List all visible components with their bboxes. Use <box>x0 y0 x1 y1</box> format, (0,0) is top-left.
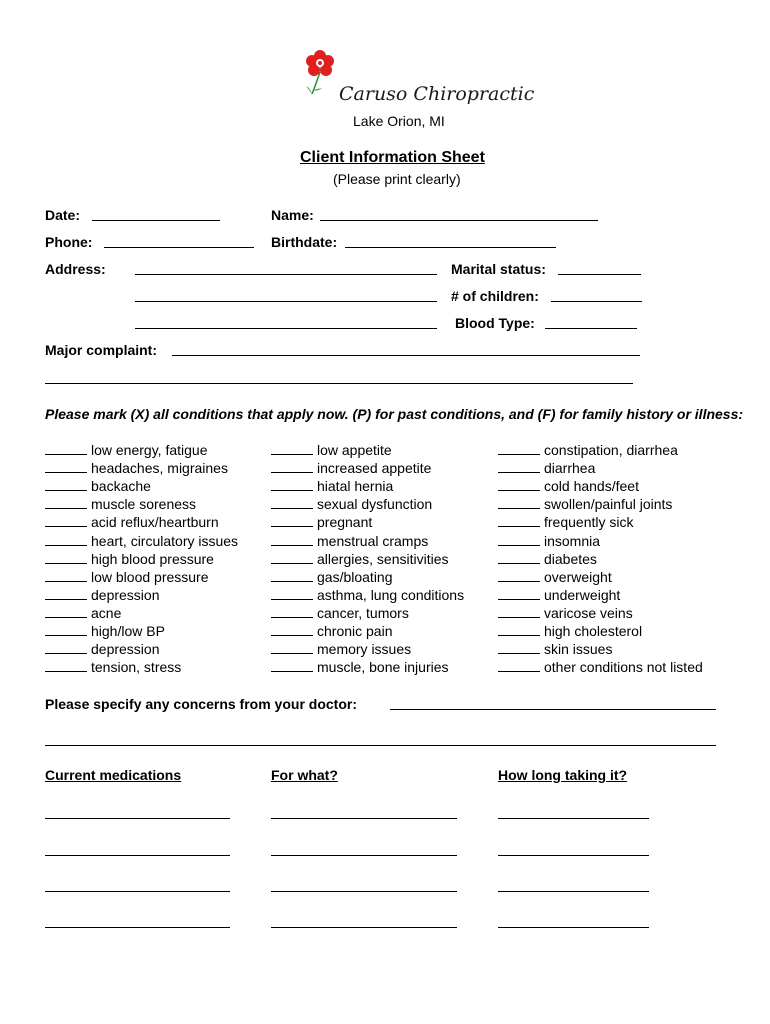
condition-label: cancer, tumors <box>317 604 409 621</box>
children-field[interactable] <box>551 301 642 302</box>
condition-item <box>45 605 121 621</box>
condition-item <box>271 442 392 458</box>
brand-name: Caruso Chiropractic <box>339 83 535 105</box>
for-what-field[interactable] <box>271 891 457 892</box>
name-label: Name: <box>271 207 314 223</box>
condition-label: sexual dysfunction <box>317 496 433 513</box>
condition-label: memory issues <box>317 641 412 658</box>
concerns-field-1[interactable] <box>390 709 716 710</box>
condition-mark-field[interactable] <box>271 460 313 473</box>
date-field[interactable] <box>92 220 220 221</box>
medication-field[interactable] <box>45 855 230 856</box>
for-what-field[interactable] <box>271 927 457 928</box>
how-long-field[interactable] <box>498 891 649 892</box>
condition-label: gas/bloating <box>317 568 393 585</box>
condition-label: other conditions not listed <box>544 659 703 676</box>
condition-mark-field[interactable] <box>498 641 540 654</box>
medication-field[interactable] <box>45 927 230 928</box>
condition-label: tension, stress <box>91 659 182 676</box>
for-what-field[interactable] <box>271 855 457 856</box>
condition-item <box>271 460 431 476</box>
condition-item <box>498 514 633 530</box>
condition-mark-field[interactable] <box>45 623 87 636</box>
condition-item <box>271 569 393 585</box>
condition-item <box>498 442 678 458</box>
address-field-1[interactable] <box>135 274 437 275</box>
condition-label: high/low BP <box>91 623 165 639</box>
blood-type-field[interactable] <box>545 328 637 329</box>
condition-item <box>271 605 409 621</box>
condition-mark-field[interactable] <box>271 478 313 491</box>
condition-item <box>271 587 464 603</box>
how-long-field[interactable] <box>498 818 649 819</box>
how-long-field[interactable] <box>498 855 649 856</box>
condition-mark-field[interactable] <box>271 641 313 654</box>
condition-item <box>271 514 372 530</box>
condition-label: muscle soreness <box>91 496 197 513</box>
condition-mark-field[interactable] <box>45 569 87 582</box>
condition-mark-field[interactable] <box>271 569 313 582</box>
for-what-header: For what? <box>271 767 338 783</box>
condition-label: pregnant <box>317 514 373 531</box>
condition-mark-field[interactable] <box>498 605 540 618</box>
marital-label: Marital status: <box>451 261 546 277</box>
page-subtitle: (Please print clearly) <box>333 171 461 187</box>
condition-mark-field[interactable] <box>271 514 313 527</box>
condition-mark-field[interactable] <box>498 514 540 527</box>
address-field-3[interactable] <box>135 328 437 329</box>
medication-field[interactable] <box>45 818 230 819</box>
phone-field[interactable] <box>104 247 254 248</box>
condition-item <box>498 551 597 567</box>
address-label: Address: <box>45 261 106 277</box>
condition-mark-field[interactable] <box>498 496 540 509</box>
children-label: # of children: <box>451 288 539 304</box>
condition-item <box>498 641 612 657</box>
condition-item <box>45 533 238 549</box>
medication-field[interactable] <box>45 891 230 892</box>
condition-item <box>45 569 209 585</box>
phone-label: Phone: <box>45 234 93 250</box>
condition-item <box>271 659 449 675</box>
condition-item <box>45 496 196 512</box>
how-long-header: How long taking it? <box>498 767 628 783</box>
birthdate-label: Birthdate: <box>271 234 338 250</box>
condition-item <box>45 641 160 657</box>
condition-label: diarrhea <box>544 460 596 477</box>
condition-label: chronic pain <box>317 623 393 639</box>
condition-item <box>45 514 219 530</box>
condition-label: backache <box>91 478 151 495</box>
condition-label: low energy, fatigue <box>91 442 208 458</box>
condition-mark-field[interactable] <box>45 460 87 473</box>
how-long-field[interactable] <box>498 927 649 928</box>
condition-item <box>45 478 151 494</box>
condition-label: swollen/painful joints <box>544 496 673 513</box>
condition-item <box>271 533 428 549</box>
condition-label: overweight <box>544 568 612 585</box>
condition-label: allergies, sensitivities <box>317 550 449 567</box>
condition-item <box>498 460 595 476</box>
condition-mark-field[interactable] <box>45 587 87 600</box>
condition-item <box>45 460 228 476</box>
condition-label: high cholesterol <box>544 623 643 639</box>
condition-label: acne <box>91 604 122 621</box>
condition-label: headaches, migraines <box>91 460 228 477</box>
condition-mark-field[interactable] <box>498 587 540 600</box>
condition-label: hiatal hernia <box>317 478 394 495</box>
condition-label: skin issues <box>544 641 613 658</box>
name-field[interactable] <box>320 220 598 221</box>
complaint-field-1[interactable] <box>172 355 640 356</box>
condition-mark-field[interactable] <box>498 623 540 636</box>
condition-mark-field[interactable] <box>45 659 87 672</box>
condition-mark-field[interactable] <box>271 623 313 636</box>
condition-label: high blood pressure <box>91 550 214 567</box>
condition-mark-field[interactable] <box>271 442 313 455</box>
condition-mark-field[interactable] <box>45 551 87 564</box>
condition-mark-field[interactable] <box>45 533 87 546</box>
condition-label: menstrual cramps <box>317 532 429 549</box>
condition-label: heart, circulatory issues <box>91 532 239 549</box>
condition-item <box>498 605 633 621</box>
condition-label: insomnia <box>544 532 601 549</box>
medications-header: Current medications <box>45 767 182 783</box>
condition-label: depression <box>91 641 160 658</box>
condition-item <box>45 587 160 603</box>
condition-mark-field[interactable] <box>45 605 87 618</box>
condition-mark-field[interactable] <box>45 496 87 509</box>
condition-label: varicose veins <box>544 604 633 621</box>
conditions-instructions: Please mark (X) all conditions that apply now. (P) for past conditions, and (F) for family history or illness: <box>45 406 744 422</box>
condition-label: frequently sick <box>544 514 634 531</box>
condition-label: cold hands/feet <box>544 478 639 495</box>
condition-item <box>45 551 214 567</box>
condition-item <box>498 587 620 603</box>
birthdate-field[interactable] <box>345 247 556 248</box>
condition-mark-field[interactable] <box>271 659 313 672</box>
concerns-field-2[interactable] <box>45 745 716 746</box>
condition-mark-field[interactable] <box>498 478 540 491</box>
condition-mark-field[interactable] <box>498 569 540 582</box>
condition-label: depression <box>91 586 160 603</box>
condition-item <box>498 623 642 639</box>
condition-mark-field[interactable] <box>271 496 313 509</box>
condition-label: asthma, lung conditions <box>317 586 465 603</box>
address-field-2[interactable] <box>135 301 437 302</box>
flower-logo-icon <box>300 48 340 100</box>
condition-label: diabetes <box>544 550 597 567</box>
condition-item <box>271 551 449 567</box>
condition-mark-field[interactable] <box>45 478 87 491</box>
condition-item <box>271 478 393 494</box>
page-title: Client Information Sheet <box>300 149 485 166</box>
blood-type-label: Blood Type: <box>455 315 535 331</box>
condition-item <box>498 659 703 675</box>
condition-label: low blood pressure <box>91 568 209 585</box>
condition-mark-field[interactable] <box>271 587 313 600</box>
date-label: Date: <box>45 207 81 223</box>
condition-mark-field[interactable] <box>45 442 87 455</box>
condition-mark-field[interactable] <box>271 533 313 546</box>
condition-mark-field[interactable] <box>498 442 540 455</box>
condition-mark-field[interactable] <box>45 641 87 654</box>
condition-item <box>498 496 672 512</box>
condition-item <box>271 641 411 657</box>
condition-label: acid reflux/heartburn <box>91 514 219 531</box>
condition-item <box>498 533 600 549</box>
condition-mark-field[interactable] <box>271 605 313 618</box>
condition-label: muscle, bone injuries <box>317 659 449 676</box>
condition-label: low appetite <box>317 442 392 458</box>
complaint-label: Major complaint: <box>45 342 158 358</box>
condition-item <box>271 496 432 512</box>
condition-item <box>45 623 165 639</box>
condition-mark-field[interactable] <box>45 514 87 527</box>
condition-label: increased appetite <box>317 460 432 477</box>
complaint-field-2[interactable] <box>45 383 633 384</box>
condition-label: underweight <box>544 586 621 603</box>
condition-item <box>498 569 612 585</box>
condition-mark-field[interactable] <box>498 460 540 473</box>
condition-item <box>271 623 393 639</box>
for-what-field[interactable] <box>271 818 457 819</box>
marital-field[interactable] <box>558 274 641 275</box>
condition-mark-field[interactable] <box>498 659 540 672</box>
condition-mark-field[interactable] <box>271 551 313 564</box>
condition-item <box>498 478 639 494</box>
condition-item <box>45 659 181 675</box>
location: Lake Orion, MI <box>353 113 445 129</box>
concerns-label: Please specify any concerns from your doctor: <box>45 696 357 712</box>
condition-item <box>45 442 207 458</box>
condition-mark-field[interactable] <box>498 551 540 564</box>
condition-label: constipation, diarrhea <box>544 442 678 458</box>
condition-mark-field[interactable] <box>498 533 540 546</box>
